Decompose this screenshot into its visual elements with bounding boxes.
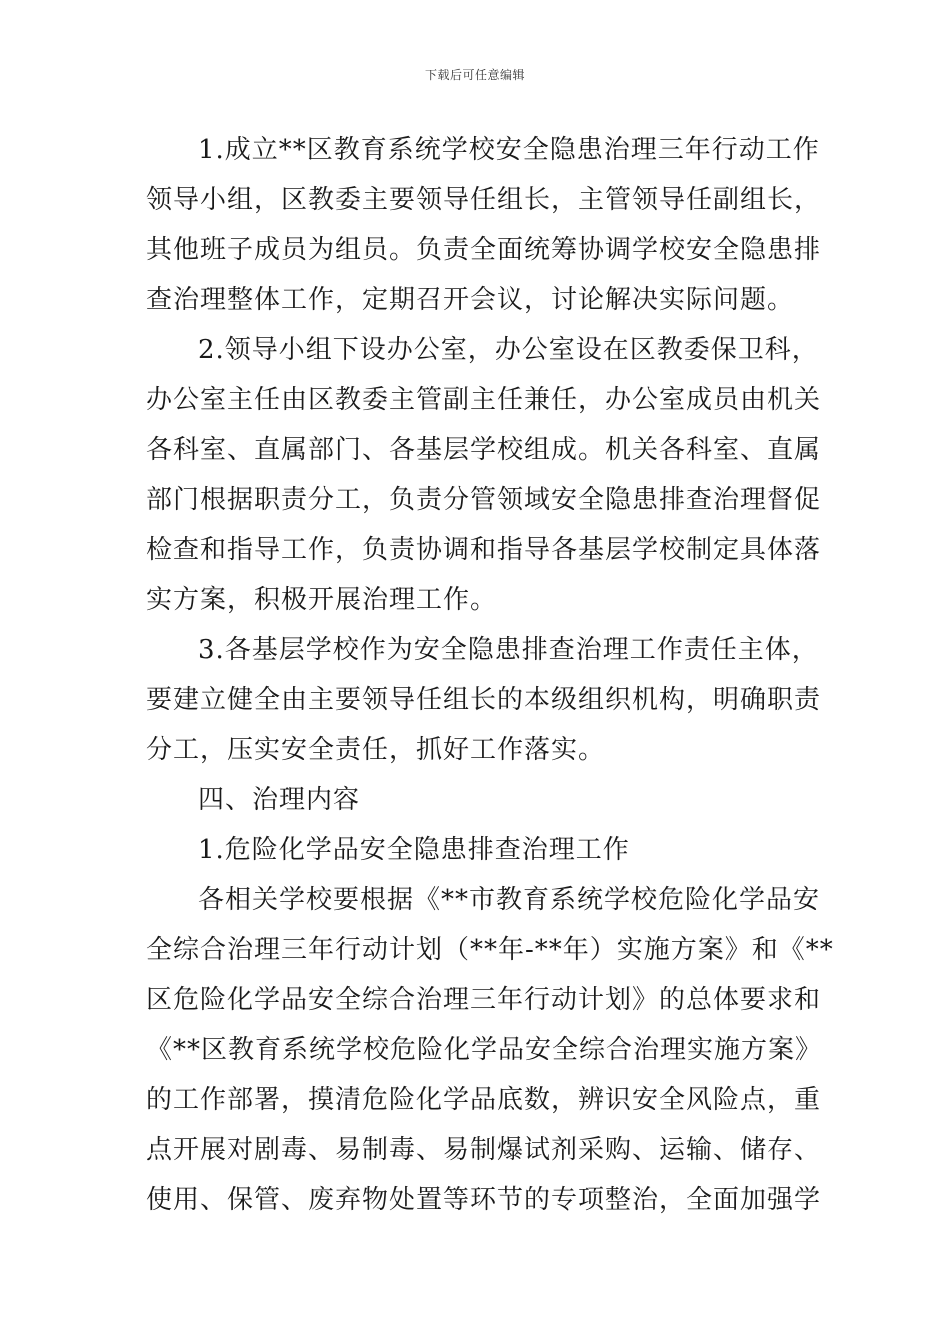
- text-line: 3.各基层学校作为安全隐患排查治理工作责任主体，: [198, 635, 819, 665]
- text-line: 全综合治理三年行动计划（**年-**年）实施方案》和《**: [146, 935, 834, 965]
- text-line: 办公室主任由区教委主管副主任兼任，办公室成员由机关: [146, 385, 822, 415]
- text-line: 要建立健全由主要领导任组长的本级组织机构，明确职责: [146, 685, 822, 715]
- text-line: 区危险化学品安全综合治理三年行动计划》的总体要求和: [146, 985, 822, 1015]
- subsection-heading: 1.危险化学品安全隐患排查治理工作: [198, 835, 630, 865]
- section-heading: 四、治理内容: [198, 785, 361, 815]
- text-line: 分工，压实安全责任，抓好工作落实。: [146, 735, 606, 765]
- text-line: 1.成立**区教育系统学校安全隐患治理三年行动工作: [198, 135, 820, 165]
- text-line: 各科室、直属部门、各基层学校组成。机关各科室、直属: [146, 435, 822, 465]
- text-line: 实方案，积极开展治理工作。: [146, 585, 498, 615]
- text-line: 的工作部署，摸清危险化学品底数，辨识安全风险点，重: [146, 1085, 822, 1115]
- header-note: 下载后可任意编辑: [424, 68, 525, 82]
- text-line: 其他班子成员为组员。负责全面统筹协调学校安全隐患排: [146, 235, 822, 265]
- text-line: 点开展对剧毒、易制毒、易制爆试剂采购、运输、储存、: [146, 1135, 822, 1165]
- text-line: 《**区教育系统学校危险化学品安全综合治理实施方案》: [146, 1035, 823, 1065]
- text-line: 使用、保管、废弃物处置等环节的专项整治，全面加强学: [146, 1185, 822, 1215]
- text-line: 部门根据职责分工，负责分管领域安全隐患排查治理督促: [146, 485, 822, 515]
- text-line: 领导小组，区教委主要领导任组长，主管领导任副组长，: [146, 185, 822, 215]
- text-line: 查治理整体工作，定期召开会议，讨论解决实际问题。: [146, 285, 795, 315]
- text-line: 各相关学校要根据《**市教育系统学校危险化学品安: [198, 885, 821, 915]
- text-line: 检查和指导工作，负责协调和指导各基层学校制定具体落: [146, 535, 822, 565]
- text-line: 2.领导小组下设办公室，办公室设在区教委保卫科，: [198, 335, 819, 365]
